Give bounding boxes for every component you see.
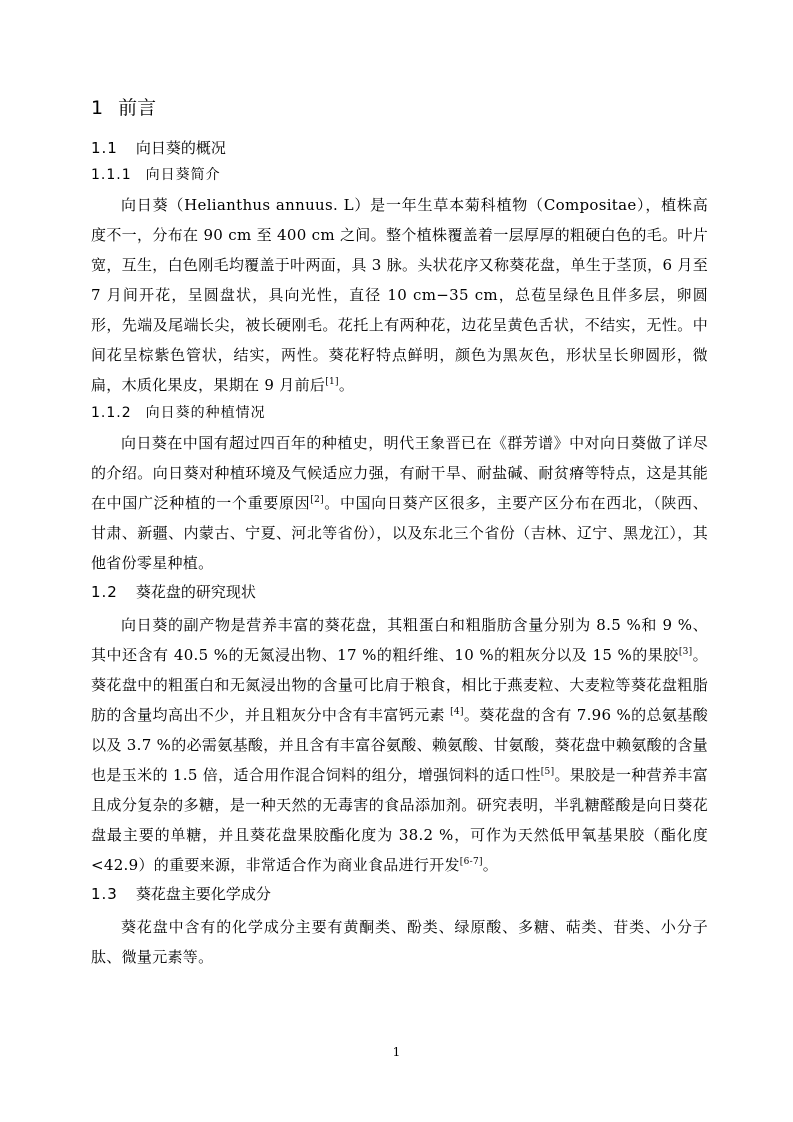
- text-run: 。: [338, 376, 355, 394]
- section-heading-1-1: [91, 138, 708, 158]
- text-run: 。: [482, 856, 499, 874]
- paragraph-chemical-components: [91, 912, 708, 972]
- paragraph-research-status: [91, 610, 708, 880]
- subsection-heading-1-1-1: [91, 166, 708, 184]
- text-run: 向日葵（Helianthus annuus. L）是一年生草本菊科植物（Compositae），植株高度不一，分布在 90 cm 至 400 cm 之间。整个植株覆盖着一层厚厚的粗硬白色的毛。叶片宽，互生，白色刚毛均覆盖于叶两面，具 3 脉。头状花序又称葵花盘，单生于茎顶，6 月至 7 月间开花，呈圆盘状，具向光性，直径 10 cm−35 cm，总苞呈绿色且伴多层，卵圆形，先端及尾端长尖，被长硬刚毛。花托上有两种花，边花呈黄色舌状，不结实，无性。中间花呈棕紫色管状，结实，两性。葵花籽特点鲜明，颜色为黑灰色，形状呈长卵圆形，微扁，木质化果皮，果期在 9 月前后: [91, 196, 708, 394]
- text-run: 。果胶是一种营养丰富且成分复杂的多糖，是一种天然的无毒害的食品添加剂。研究表明，半乳糖醛酸是向日葵花盘最主要的单糖，并且葵花盘果胶酯化度为 38.2 %，可作为天然低甲氧基果胶（酯化度<42.9）的重要来源，非常适合作为商业食品进行开发: [91, 766, 708, 874]
- subsection-title: 向日葵的种植情况: [145, 405, 266, 421]
- text-run: 葵花盘中含有的化学成分主要有黄酮类、酚类、绿原酸、多糖、萜类、苷类、小分子肽、微量元素等。: [91, 918, 708, 966]
- citation-2: [2]: [310, 495, 324, 505]
- text-run: 。中国向日葵产区很多，主要产区分布在西北，（陕西、甘肃、新疆、内蒙古、宁夏、河北等省份），以及东北三个省份（吉林、辽宁、黑龙江），其他省份零星种植。: [91, 494, 708, 572]
- text-run: 。葵花盘中的粗蛋白和无氮浸出物的含量可比肩于粮食，相比于燕麦粒、大麦粒等葵花盘粗脂肪的含量均高出不少，并且粗灰分中含有丰富钙元素: [91, 646, 708, 724]
- page-number: 1: [392, 1045, 401, 1059]
- chapter-number: 1: [91, 97, 104, 119]
- chapter-title: 前言: [118, 97, 157, 119]
- chapter-heading: [91, 96, 708, 120]
- citation-3: [3]: [678, 647, 693, 657]
- section-heading-1-3: [91, 884, 708, 904]
- paragraph-sunflower-intro: [91, 190, 708, 400]
- section-title: 葵花盘的研究现状: [135, 583, 256, 601]
- subsection-number: 1.1.2: [91, 405, 132, 421]
- citation-6-7: [6-7]: [459, 857, 483, 867]
- section-number: 1.3: [91, 885, 118, 903]
- subsection-number: 1.1.1: [91, 167, 132, 183]
- section-title: 葵花盘主要化学成分: [135, 885, 271, 903]
- subsection-title: 向日葵简介: [145, 167, 221, 183]
- citation-5: [5]: [540, 767, 555, 777]
- section-number: 1.2: [91, 583, 118, 601]
- citation-1: [1]: [325, 377, 339, 387]
- section-title: 向日葵的概况: [135, 139, 226, 157]
- text-run: 向日葵的副产物是营养丰富的葵花盘，其粗蛋白和粗脂肪含量分别为 8.5 %和 9 %、其中还含有 40.5 %的无氮浸出物、17 %的粗纤维、10 %的粗灰分以及 15 %的果胶: [91, 616, 708, 664]
- subsection-heading-1-1-2: [91, 404, 708, 422]
- citation-4: [4]: [450, 707, 464, 717]
- page-content: [91, 96, 708, 976]
- text-run: 。葵花盘的含有 7.96 %的总氨基酸以及 3.7 %的必需氨基酸，并且含有丰富谷氨酸、赖氨酸、甘氨酸，葵花盘中赖氨酸的含量也是玉米的 1.5 倍，适合用作混合饲料的组分，增强饲料的适口性: [91, 706, 708, 784]
- text-run: 向日葵在中国有超过四百年的种植史，明代王象晋已在《群芳谱》中对向日葵做了详尽的介绍。向日葵对种植环境及气候适应力强，有耐干旱、耐盐碱、耐贫瘠等特点，这是其能在中国广泛种植的一个重要原因: [91, 434, 708, 512]
- paragraph-planting: [91, 428, 708, 578]
- section-heading-1-2: [91, 582, 708, 602]
- section-number: 1.1: [91, 139, 118, 157]
